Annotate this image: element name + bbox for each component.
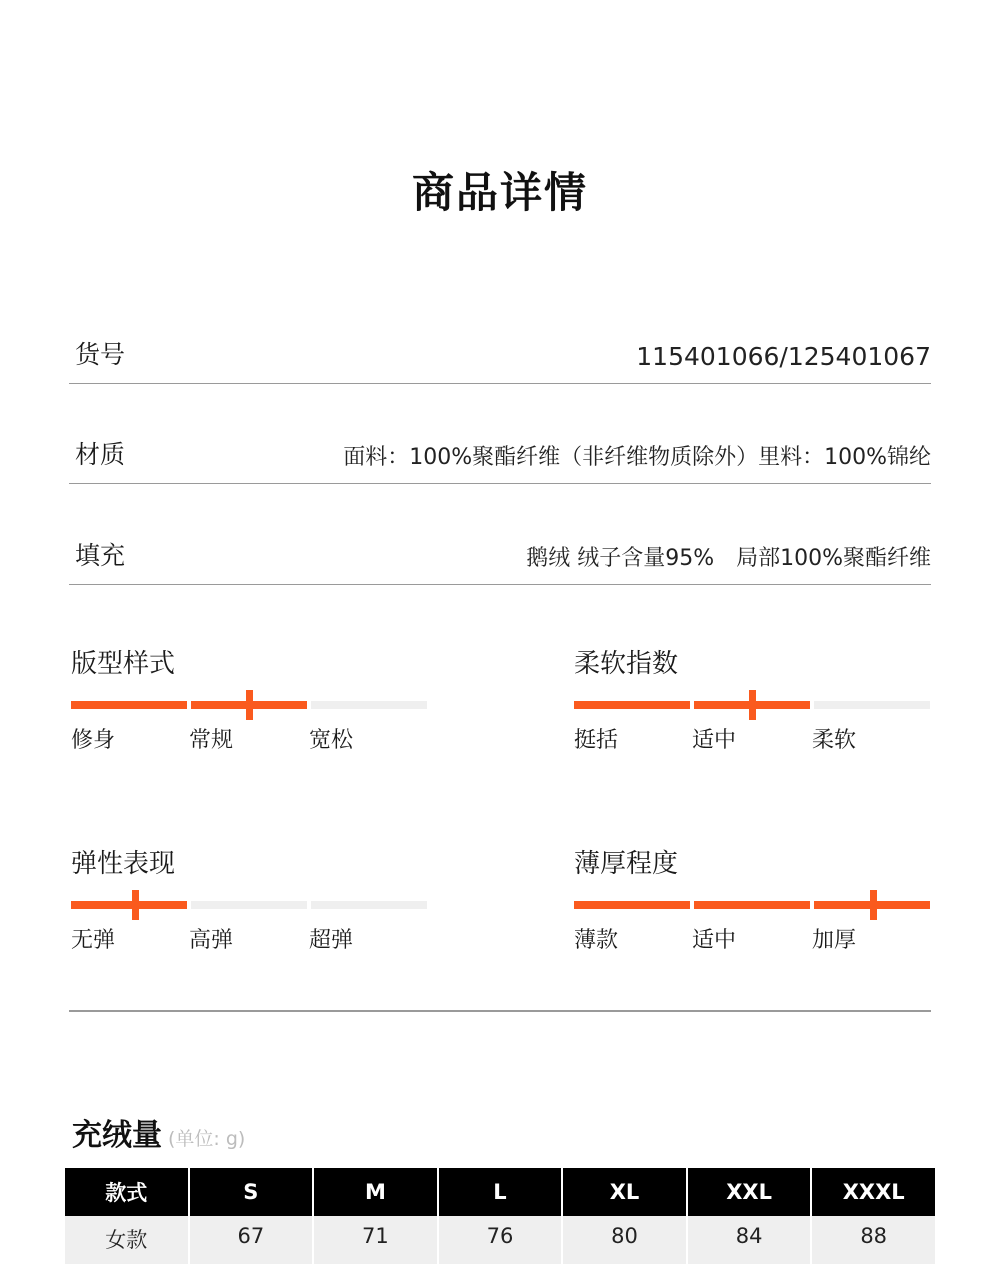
scale-labels xyxy=(574,923,930,953)
scale-title: 弹性表现 xyxy=(71,849,176,879)
scale-label-low: 无弹 xyxy=(71,928,116,953)
fill-amount-heading: 充绒量 xyxy=(72,1118,162,1153)
fill-amount-unit: (单位: g) xyxy=(168,1128,246,1150)
scale-label-mid: 适中 xyxy=(692,728,737,753)
fill-amount-title xyxy=(72,1110,245,1154)
info-label: 填充 xyxy=(75,541,126,570)
scale-bar xyxy=(71,901,427,909)
table-cell: 女款 xyxy=(65,1216,188,1264)
scale-labels xyxy=(71,923,427,953)
scale-label-high: 柔软 xyxy=(812,728,857,753)
table-cell: 76 xyxy=(439,1216,562,1264)
table-cell: 71 xyxy=(314,1216,437,1264)
page-title: 商品详情 xyxy=(411,168,588,217)
scale-bar xyxy=(574,901,930,909)
table-cell: 88 xyxy=(812,1216,935,1264)
scale-label-high: 加厚 xyxy=(812,928,857,953)
scale-marker xyxy=(246,690,253,720)
scale-segment xyxy=(574,701,690,709)
info-label: 材质 xyxy=(75,440,126,469)
scale-marker xyxy=(870,890,877,920)
info-row-item-number xyxy=(69,334,931,384)
scale-segment xyxy=(814,701,930,709)
scale-label-low: 薄款 xyxy=(574,928,619,953)
info-value: 115401066/125401067 xyxy=(636,342,931,371)
section-divider xyxy=(69,1010,931,1012)
scale-segment xyxy=(694,901,810,909)
table-header-cell: 款式 xyxy=(65,1168,188,1216)
scale-segment xyxy=(71,701,187,709)
scale-title: 版型样式 xyxy=(71,649,176,679)
scale-segment xyxy=(311,701,427,709)
scale-label-high: 宽松 xyxy=(309,728,354,753)
scale-labels xyxy=(71,723,427,753)
info-row-filling xyxy=(69,535,931,585)
table-header-cell: S xyxy=(190,1168,313,1216)
info-value: 面料：100%聚酯纤维（非纤维物质除外）里料：100%锦纶 xyxy=(343,445,931,470)
scale-label-mid: 高弹 xyxy=(189,928,234,953)
scale-label-low: 修身 xyxy=(71,728,116,753)
fill-amount-table xyxy=(63,1168,937,1264)
table-header-cell: M xyxy=(314,1168,437,1216)
scale-marker xyxy=(132,890,139,920)
scale-segment xyxy=(71,901,187,909)
scale-label-high: 超弹 xyxy=(309,928,354,953)
info-row-material xyxy=(69,434,931,484)
table-header-row xyxy=(65,1168,935,1216)
scale-label-mid: 常规 xyxy=(189,728,234,753)
scale-bar xyxy=(71,701,427,709)
scale-labels xyxy=(574,723,930,753)
table-header-cell: XXXL xyxy=(812,1168,935,1216)
info-label: 货号 xyxy=(75,340,126,369)
scale-title: 柔软指数 xyxy=(574,649,679,679)
scale-bar xyxy=(574,701,930,709)
table-cell: 84 xyxy=(688,1216,811,1264)
table-header-cell: XL xyxy=(563,1168,686,1216)
info-value: 鹅绒 绒子含量95% 局部100%聚酯纤维 xyxy=(526,546,931,571)
scale-segment xyxy=(574,901,690,909)
scale-segment xyxy=(311,901,427,909)
table-cell: 80 xyxy=(563,1216,686,1264)
scale-marker xyxy=(749,690,756,720)
scale-segment xyxy=(191,901,307,909)
table-header-cell: L xyxy=(439,1168,562,1216)
scale-title: 薄厚程度 xyxy=(574,849,679,879)
table-header-cell: XXL xyxy=(688,1168,811,1216)
scale-label-mid: 适中 xyxy=(692,928,737,953)
table-cell: 67 xyxy=(190,1216,313,1264)
table-row xyxy=(65,1216,935,1264)
scale-label-low: 挺括 xyxy=(574,728,619,753)
